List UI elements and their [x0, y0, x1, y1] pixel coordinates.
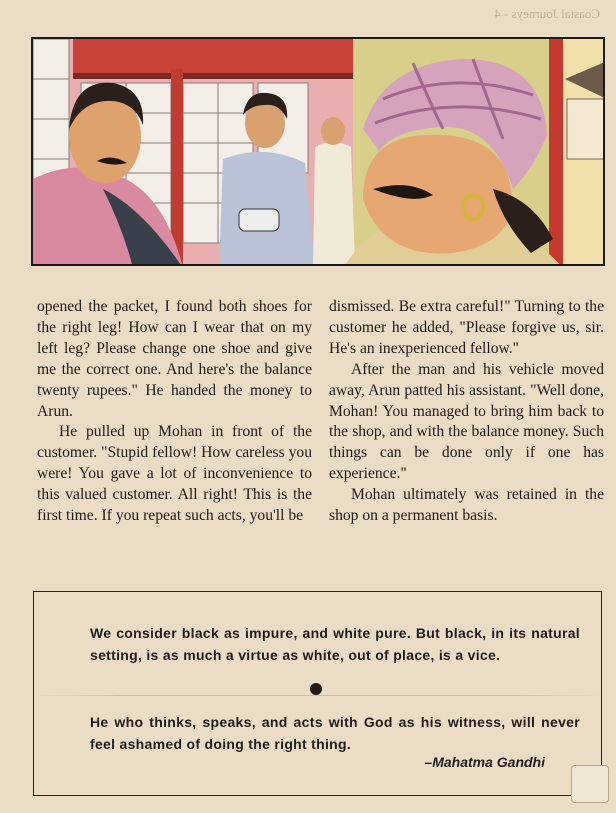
story-paragraph: He pulled up Mohan in front of the customer. "Stupid fellow! How careless you were! You gave a lot of inconvenience to this valued customer. All right! This is the first time. If you repeat such acts, you'll be: [37, 423, 312, 525]
story-paragraph: After the man and his vehicle moved away, Arun patted his assistant. "Well done, Mohan! You managed to bring him back to the shop, and with the balance money. Such things can be done only if one has experience.": [329, 360, 604, 483]
bleed-through-header: Coastal Journeys - 4: [494, 6, 600, 21]
story-paragraph: Mohan ultimately was retained in the shop on a permanent basis.: [329, 486, 604, 525]
corner-stamp-icon: [571, 765, 609, 803]
story-paragraph: opened the packet, I found both shoes for the right leg! How can I wear that on my left leg? Please change one shoe and give me the correct one. And here's the balance twenty rupees." He handed the money to Arun.: [37, 298, 312, 420]
story-paragraph: dismissed. Be extra careful!" Turning to the customer he added, "Please forgive us, sir. He's an inexperienced fellow.": [329, 298, 604, 357]
comic-illustration-panel: [31, 37, 605, 266]
quote-attribution: –Mahatma Gandhi: [424, 754, 545, 770]
quote-text-1: We consider black as impure, and white pure. But black, in its natural setting, is as much a virtue as white, out of place, is a vice.: [90, 625, 580, 663]
quote-box: [33, 591, 602, 796]
bleed-through-rule: [34, 695, 601, 696]
bullet-divider-icon: [310, 683, 322, 695]
comic-illustration: [33, 39, 605, 266]
story-column-right: [329, 297, 604, 527]
quote-text-2: He who thinks, speaks, and acts with God as his witness, will never feel ashamed of doing the right thing.: [90, 714, 580, 752]
story-column-left: [37, 297, 312, 527]
